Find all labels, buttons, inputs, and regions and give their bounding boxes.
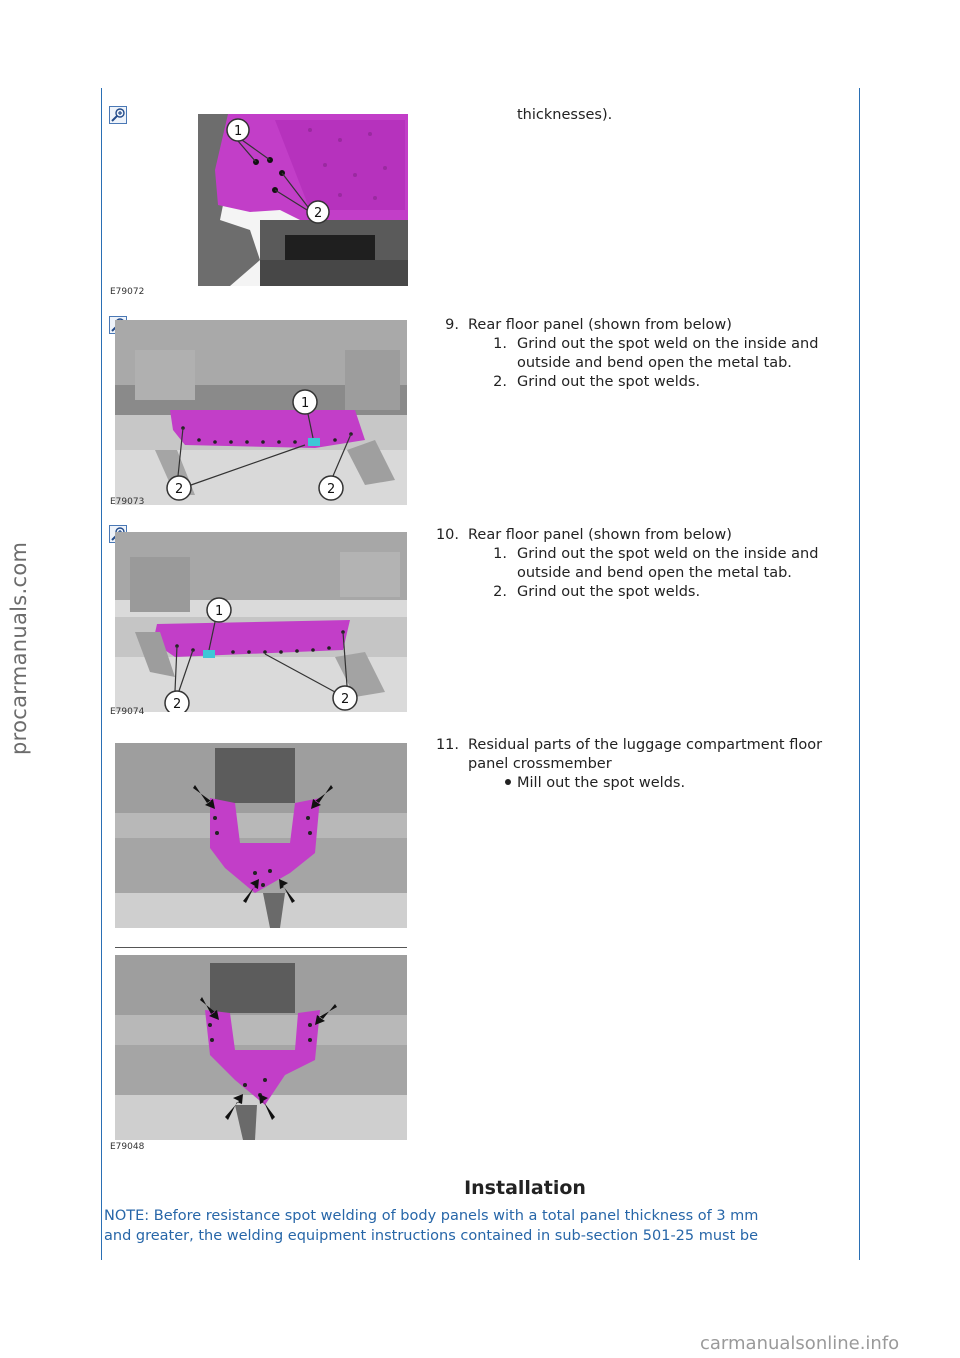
figure-rear-floor-panel-below-1 (115, 320, 407, 505)
left-border-line (101, 88, 102, 1260)
svg-text:2: 2 (341, 692, 350, 707)
svg-text:1: 1 (234, 124, 243, 139)
step-number: 10. (435, 527, 459, 543)
substep-text: Grind out the spot welds. (517, 584, 701, 600)
substep-number: 1. (493, 546, 507, 562)
substep-text: outside and bend open the metal tab. (517, 355, 792, 371)
step-continuation-text: thicknesses). (517, 107, 613, 123)
substep-text: outside and bend open the metal tab. (517, 565, 792, 581)
step-title: panel crossmember (468, 756, 612, 772)
svg-text:1: 1 (215, 604, 224, 619)
figure-code: E79048 (110, 1142, 145, 1152)
bullet-text: Mill out the spot welds. (517, 775, 686, 791)
figure-crossmember-residual-parts-detail (115, 955, 407, 1140)
step-number: 11. (435, 737, 459, 753)
footer-watermark: carmanualsonline.info (700, 1333, 900, 1354)
svg-text:2: 2 (175, 482, 184, 497)
substep-number: 1. (493, 336, 507, 352)
step-number: 9. (445, 317, 459, 333)
note-line: and greater, the welding equipment instructions contained in sub-section 501-25 must be (104, 1228, 759, 1244)
sidebar-watermark: procarmanuals.com (7, 541, 31, 755)
bullet-dot (505, 779, 511, 785)
figure-code: E79072 (110, 287, 145, 297)
section-heading: Installation (464, 1177, 586, 1199)
note-line: NOTE: Before resistance spot welding of body panels with a total panel thickness of 3 mm (104, 1208, 759, 1224)
figure-divider (115, 947, 407, 948)
figure-code: E79073 (110, 497, 145, 507)
figure-crossmember-residual-parts (115, 743, 407, 928)
figure-rear-floor-panel-below-2 (115, 532, 407, 712)
substep-number: 2. (493, 374, 507, 390)
svg-text:2: 2 (327, 482, 336, 497)
substep-text: Grind out the spot weld on the inside and (517, 336, 819, 352)
substep-number: 2. (493, 584, 507, 600)
svg-text:2: 2 (314, 206, 323, 221)
substep-text: Grind out the spot welds. (517, 374, 701, 390)
faint-page-marker (410, 1302, 490, 1306)
figure-code: E79074 (110, 707, 145, 717)
svg-text:2: 2 (173, 697, 182, 712)
right-border-line (859, 88, 860, 1260)
step-title: Residual parts of the luggage compartment floor (468, 737, 823, 753)
step-title: Rear floor panel (shown from below) (468, 527, 732, 543)
step-title: Rear floor panel (shown from below) (468, 317, 732, 333)
svg-text:1: 1 (301, 396, 310, 411)
installation-note (104, 1206, 854, 1246)
substep-text: Grind out the spot weld on the inside and (517, 546, 819, 562)
figure-rear-floor-panel-corner (110, 110, 410, 290)
